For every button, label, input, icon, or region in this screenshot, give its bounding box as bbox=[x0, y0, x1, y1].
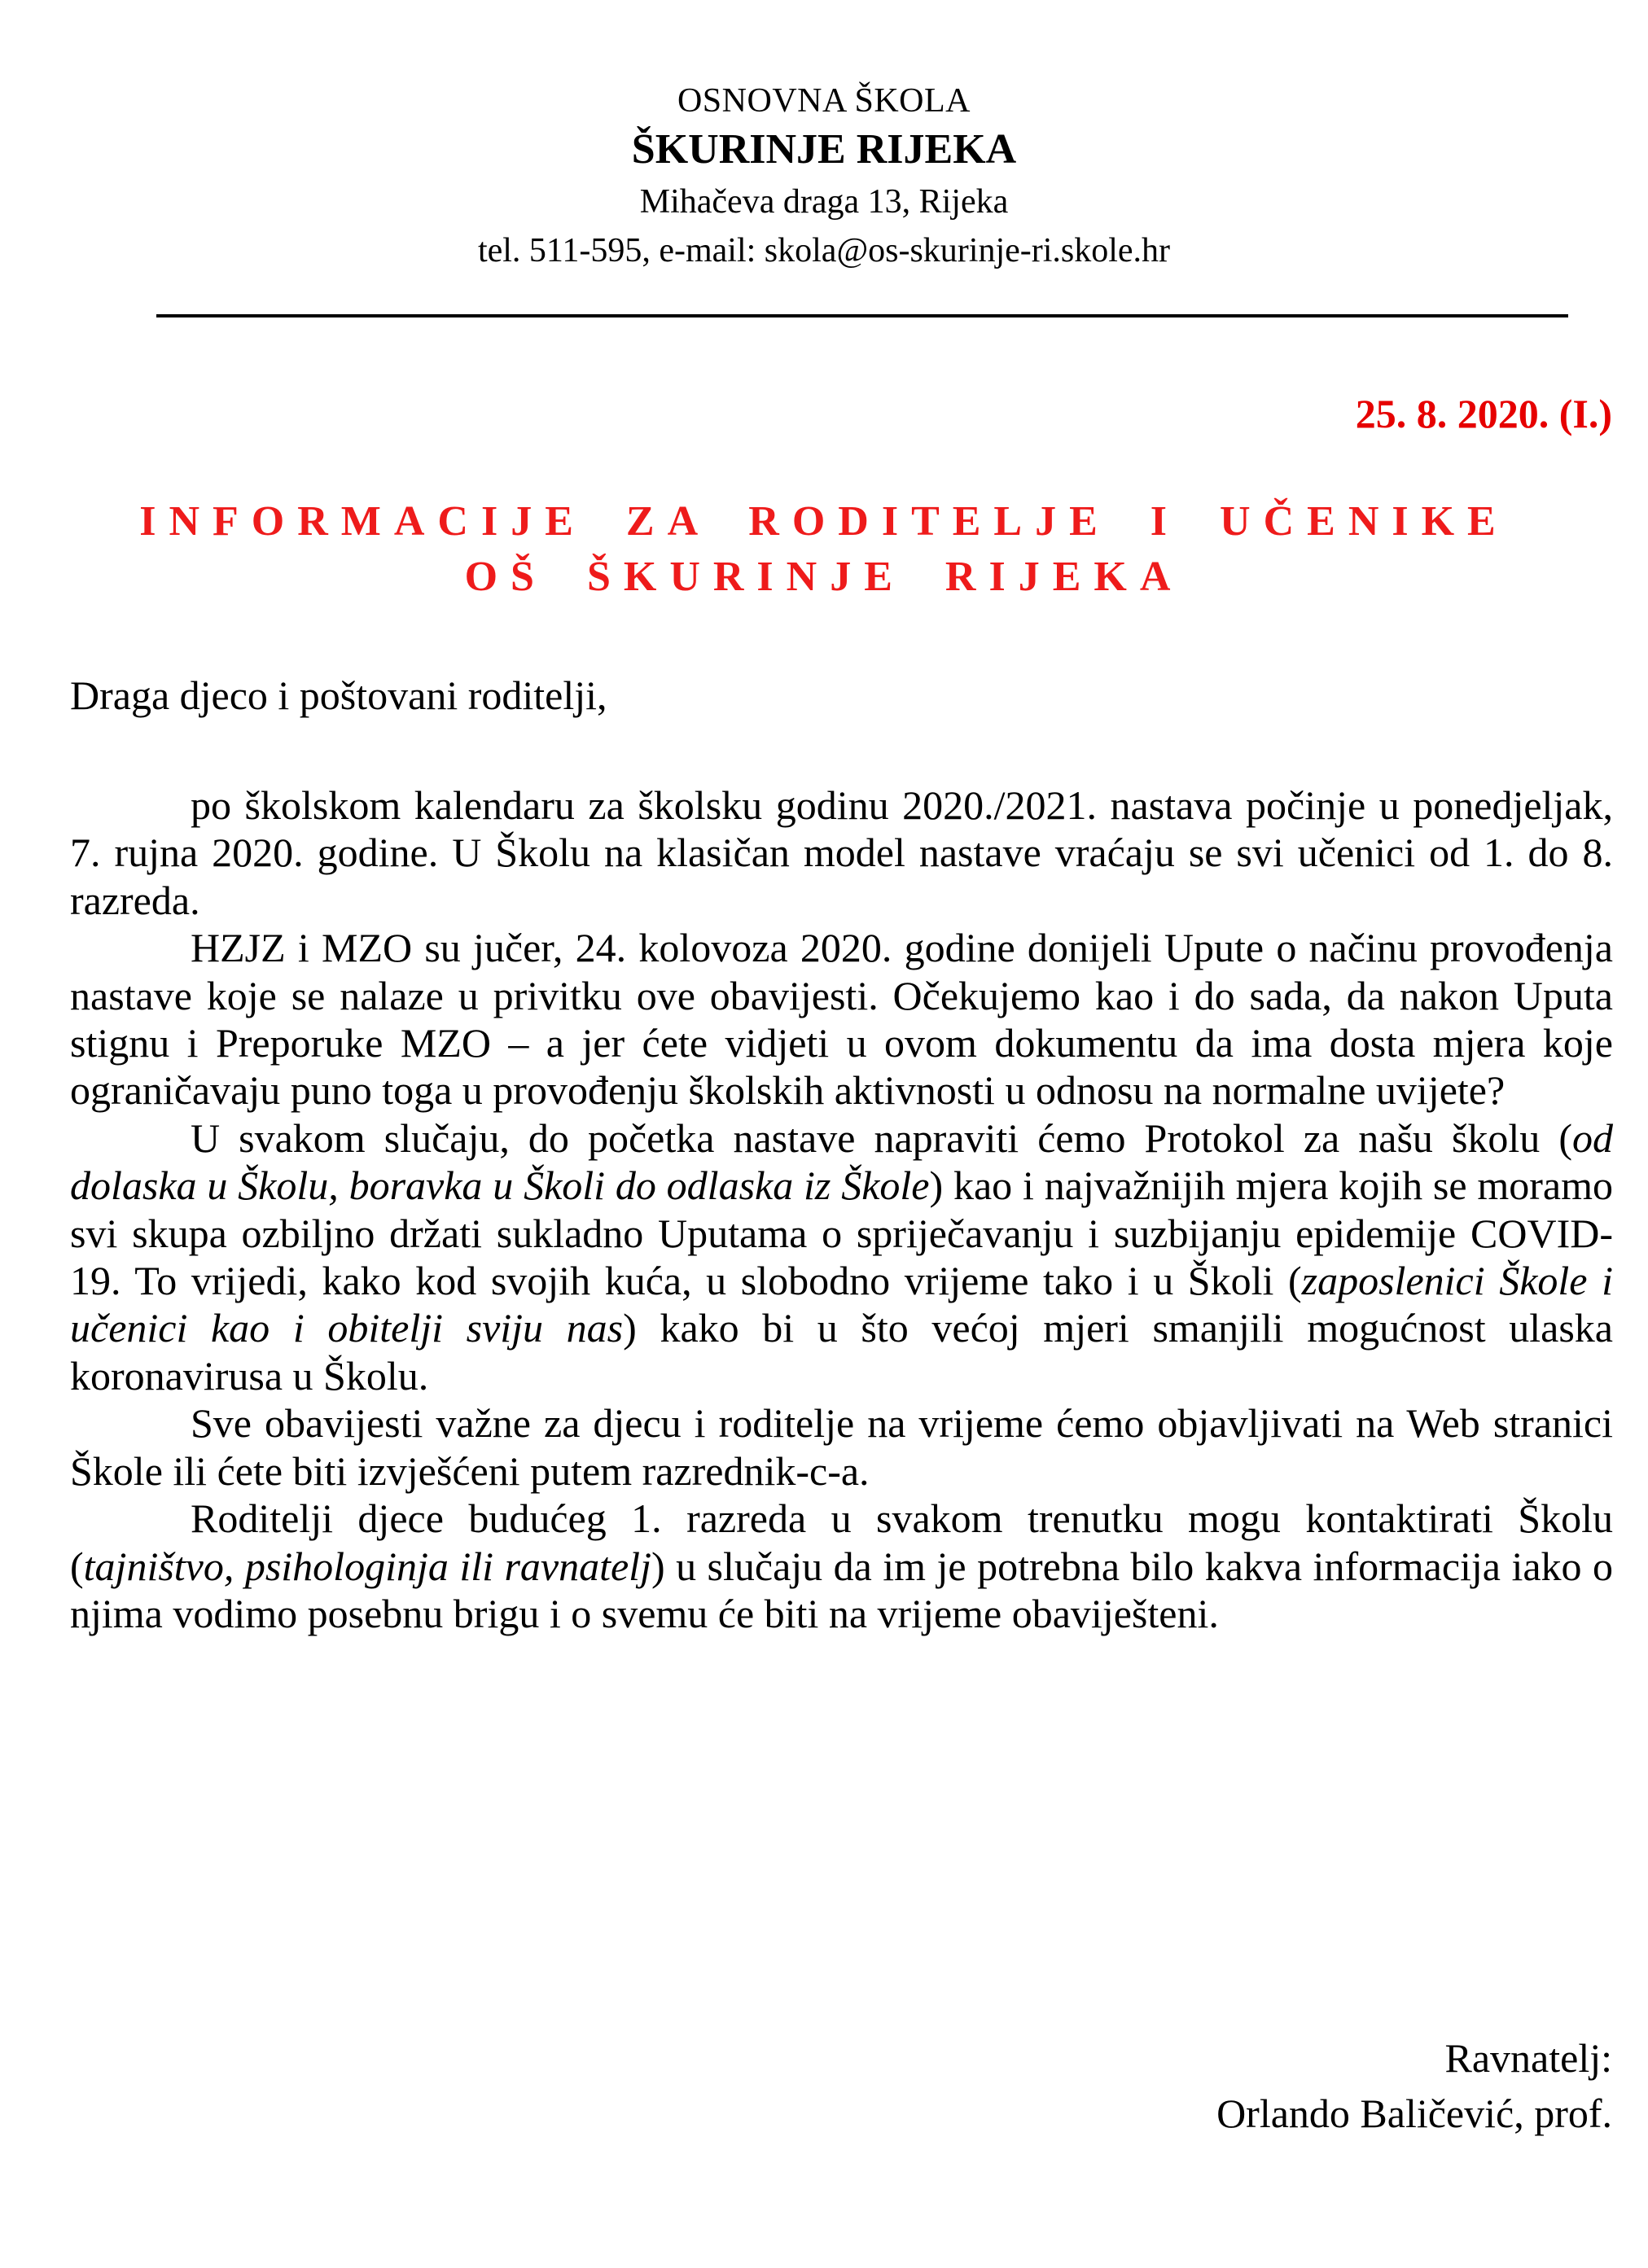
school-contact: tel. 511-595, e-mail: skola@os-skurinje-ri.skole.hr bbox=[477, 232, 1171, 269]
greeting: Draga djeco i poštovani roditelji, bbox=[70, 672, 607, 718]
paragraph-5 bbox=[70, 1495, 1613, 1637]
paragraph-3-italic-d: zaposlenici Škole i učenici kao i obitelji sviju nas bbox=[70, 1258, 1613, 1351]
signature-role: Ravnatelj: bbox=[1444, 2035, 1612, 2081]
paragraph-5-text-c: ) u slučaju da im je potrebna bilo kakva informacija iako o njima vodimo posebnu brigu i o svemu će biti na vrijeme obaviješteni. bbox=[70, 1543, 1614, 1636]
school-name: ŠKURINJE RIJEKA bbox=[631, 126, 1017, 173]
document-title-line-2: OŠ ŠKURINJE RIJEKA bbox=[464, 554, 1184, 600]
paragraph-5-text-a: Roditelji djece budućeg 1. razreda u svakom trenutku mogu kontaktirati Školu ( bbox=[70, 1495, 1613, 1589]
signature-name: Orlando Baličević, prof. bbox=[1216, 2091, 1612, 2136]
document-date: 25. 8. 2020. (I.) bbox=[1355, 391, 1612, 436]
paragraph-3-text-c: ) kao i najvažnijih mjera kojih se moramo svi skupa ozbiljno držati sukladno Uputama o spriječavanju i suzbijanju epidemije COVID-19. To vrijedi, kako kod svojih kuća, u slobodno vrijeme tako i u Školi ( bbox=[70, 1162, 1613, 1304]
letter-body bbox=[70, 782, 1613, 1637]
paragraph-3-italic-b: od dolaska u Školu, boravka u Školi do odlaska iz Škole bbox=[70, 1114, 1613, 1209]
paragraph-2: HZJZ i MZO su jučer, 24. kolovoza 2020. godine donijeli Upute o načinu provođenja nastave koje se nalaze u privitku ove obavijesti. Očekujemo kao i do sada, da nakon Uputa stignu i Preporuke MZO – a jer ćete vidjeti u ovom dokumentu da ima dosta mjera koje ograničavaju puno toga u provođenju školskih aktivnosti u odnosu na normalne uvijete? bbox=[70, 925, 1613, 1114]
paragraph-1: po školskom kalendaru za školsku godinu 2020./2021. nastava počinje u ponedjeljak, 7. rujna 2020. godine. U Školu na klasičan model nastave vraćaju se svi učenici od 1. do 8. razreda. bbox=[70, 782, 1613, 923]
document-title-line-1: INFORMACIJE ZA RODITELJE I UČENIKE bbox=[139, 498, 1509, 545]
school-type: OSNOVNA ŠKOLA bbox=[677, 82, 971, 120]
paragraph-3 bbox=[70, 1114, 1613, 1399]
school-address: Mihačeva draga 13, Rijeka bbox=[639, 183, 1009, 221]
paragraph-5-italic-b: tajništvo, psihologinja ili ravnatelj bbox=[83, 1543, 651, 1589]
paragraph-3-text-a: U svakom slučaju, do početka nastave napraviti ćemo Protokol za našu školu ( bbox=[191, 1114, 1572, 1161]
header-divider bbox=[156, 314, 1568, 317]
paragraph-4: Sve obavijesti važne za djecu i roditelje na vrijeme ćemo objavljivati na Web stranici Škole ili ćete biti izvješćeni putem razrednik-c-a. bbox=[70, 1400, 1613, 1494]
paragraph-3-text-e: ) kako bi u što većoj mjeri smanjili mogućnost ulaska koronavirusa u Školu. bbox=[70, 1305, 1613, 1399]
